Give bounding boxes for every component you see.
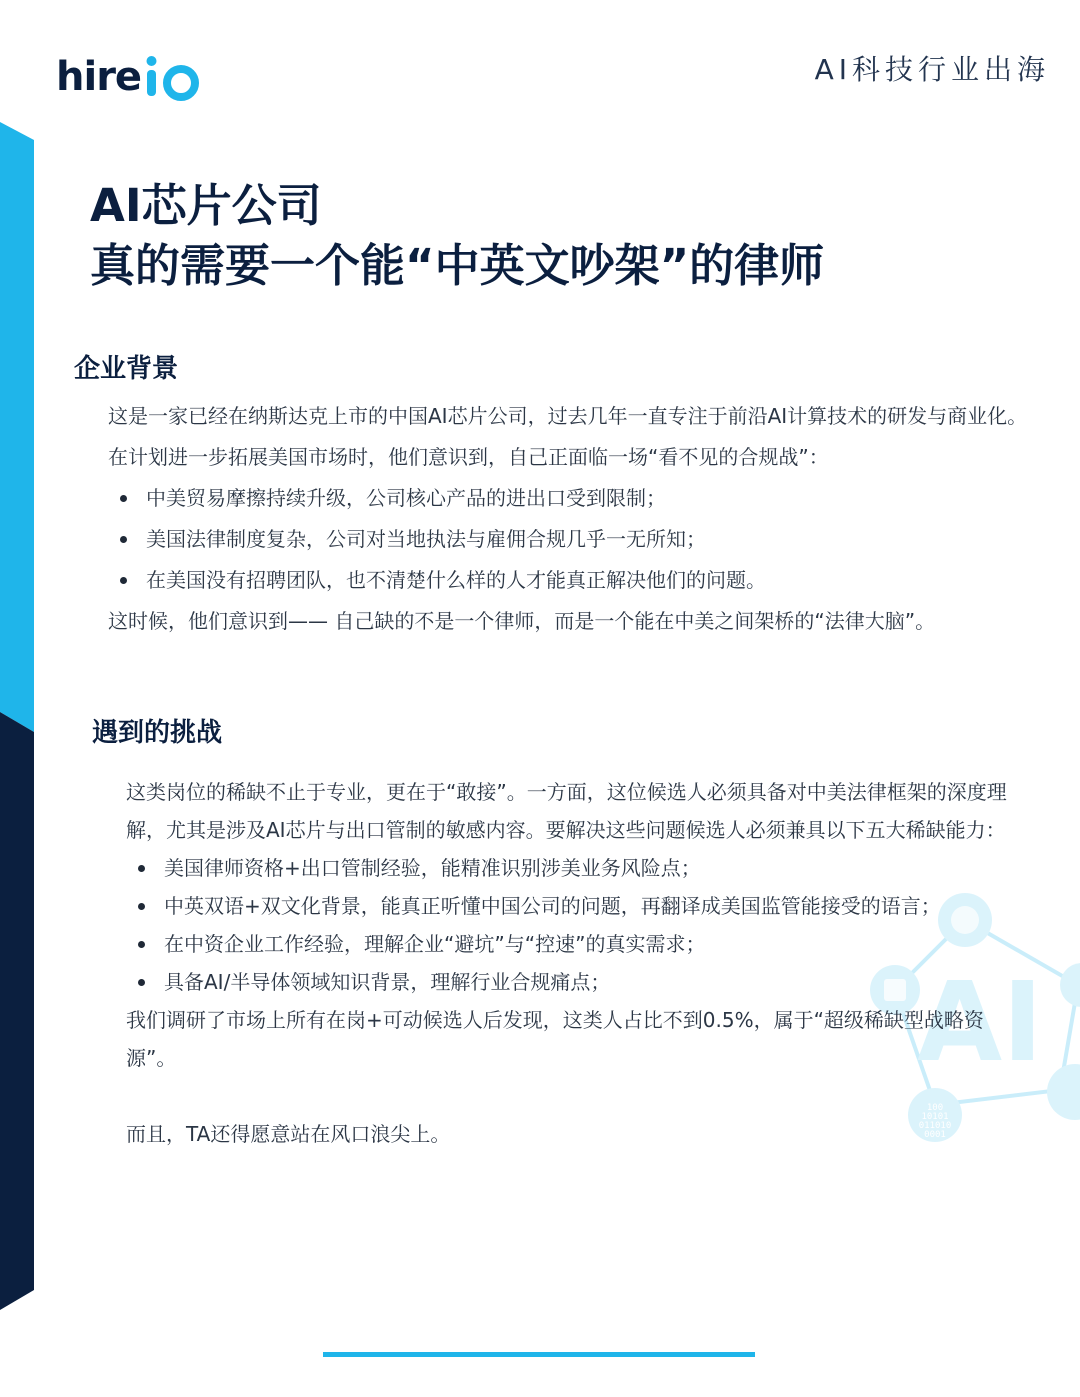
list-item: 具备AI/半导体领域知识背景，理解行业合规痛点； [126, 963, 1016, 1001]
challenges-finding: 我们调研了市场上所有在岗+可动候选人后发现，这类人占比不到0.5%，属于“超级稀缺型战略资源”。 [126, 1008, 984, 1070]
star-node-icon [1047, 1064, 1080, 1120]
list-item: 在美国没有招聘团队，也不清楚什么样的人才能真正解决他们的问题。 [108, 560, 1038, 601]
binary-line: 011010 [918, 1121, 952, 1131]
background-bullet-list [108, 478, 1038, 601]
left-edge-decoration [0, 0, 40, 1397]
header-tagline: AI科技行业出海 [814, 53, 1050, 86]
list-item: 在中资企业工作经验，理解企业“避坑”与“控速”的真实需求； [126, 925, 1016, 963]
brand-logo [56, 52, 207, 102]
challenges-intro: 这类岗位的稀缺不止于专业，更在于“敢接”。一方面，这位候选人必须具备对中美法律框架的深度理解，尤其是涉及AI芯片与出口管制的敏感内容。要解决这些问题候选人必须兼具以下五大稀缺能力： [126, 780, 1007, 842]
page-title [90, 176, 824, 296]
title-line-2: 真的需要一个能“中英文吵架”的律师 [90, 239, 825, 292]
list-item: 中英双语+双文化背景，能真正听懂中国公司的问题，再翻译成美国监管能接受的语言； [126, 887, 1016, 925]
section-heading-background: 企业背景 [74, 354, 179, 384]
list-item: 美国律师资格+出口管制经验，能精准识别涉美业务风险点； [126, 849, 1016, 887]
binary-line: 10101 [921, 1112, 949, 1122]
edge-band-cyan [0, 122, 34, 732]
bottom-accent-bar [323, 1352, 755, 1357]
binary-line: 0001 [924, 1130, 946, 1140]
background-conclusion: 这时候，他们意识到—— 自己缺的不是一个律师，而是一个能在中美之间架桥的“法律大脑”。 [108, 609, 936, 633]
ai-deco-text: AI [916, 958, 1044, 1086]
challenges-closing: 而且，TA还得愿意站在风口浪尖上。 [126, 1122, 451, 1146]
logo-text: hire [56, 54, 142, 100]
background-section [108, 396, 1038, 642]
logo-suffix: iO [143, 52, 145, 53]
binary-line: 100 [926, 1103, 944, 1113]
section-heading-challenges: 遇到的挑战 [92, 718, 223, 748]
list-item: 美国法律制度复杂，公司对当地执法与雇佣合规几乎一无所知； [108, 519, 1038, 560]
challenges-section [126, 773, 1016, 1153]
edge-band-navy [0, 712, 34, 1310]
title-line-1: AI芯片公司 [90, 179, 322, 232]
background-intro: 这是一家已经在纳斯达克上市的中国AI芯片公司，过去几年一直专注于前沿AI计算技术的研发与商业化。在计划进一步拓展美国市场时，他们意识到，自己正面临一场“看不见的合规战”： [108, 404, 1028, 469]
logo-io-mark [143, 52, 207, 102]
list-item: 中美贸易摩擦持续升级，公司核心产品的进出口受到限制； [108, 478, 1038, 519]
challenges-bullet-list [126, 849, 1016, 1001]
